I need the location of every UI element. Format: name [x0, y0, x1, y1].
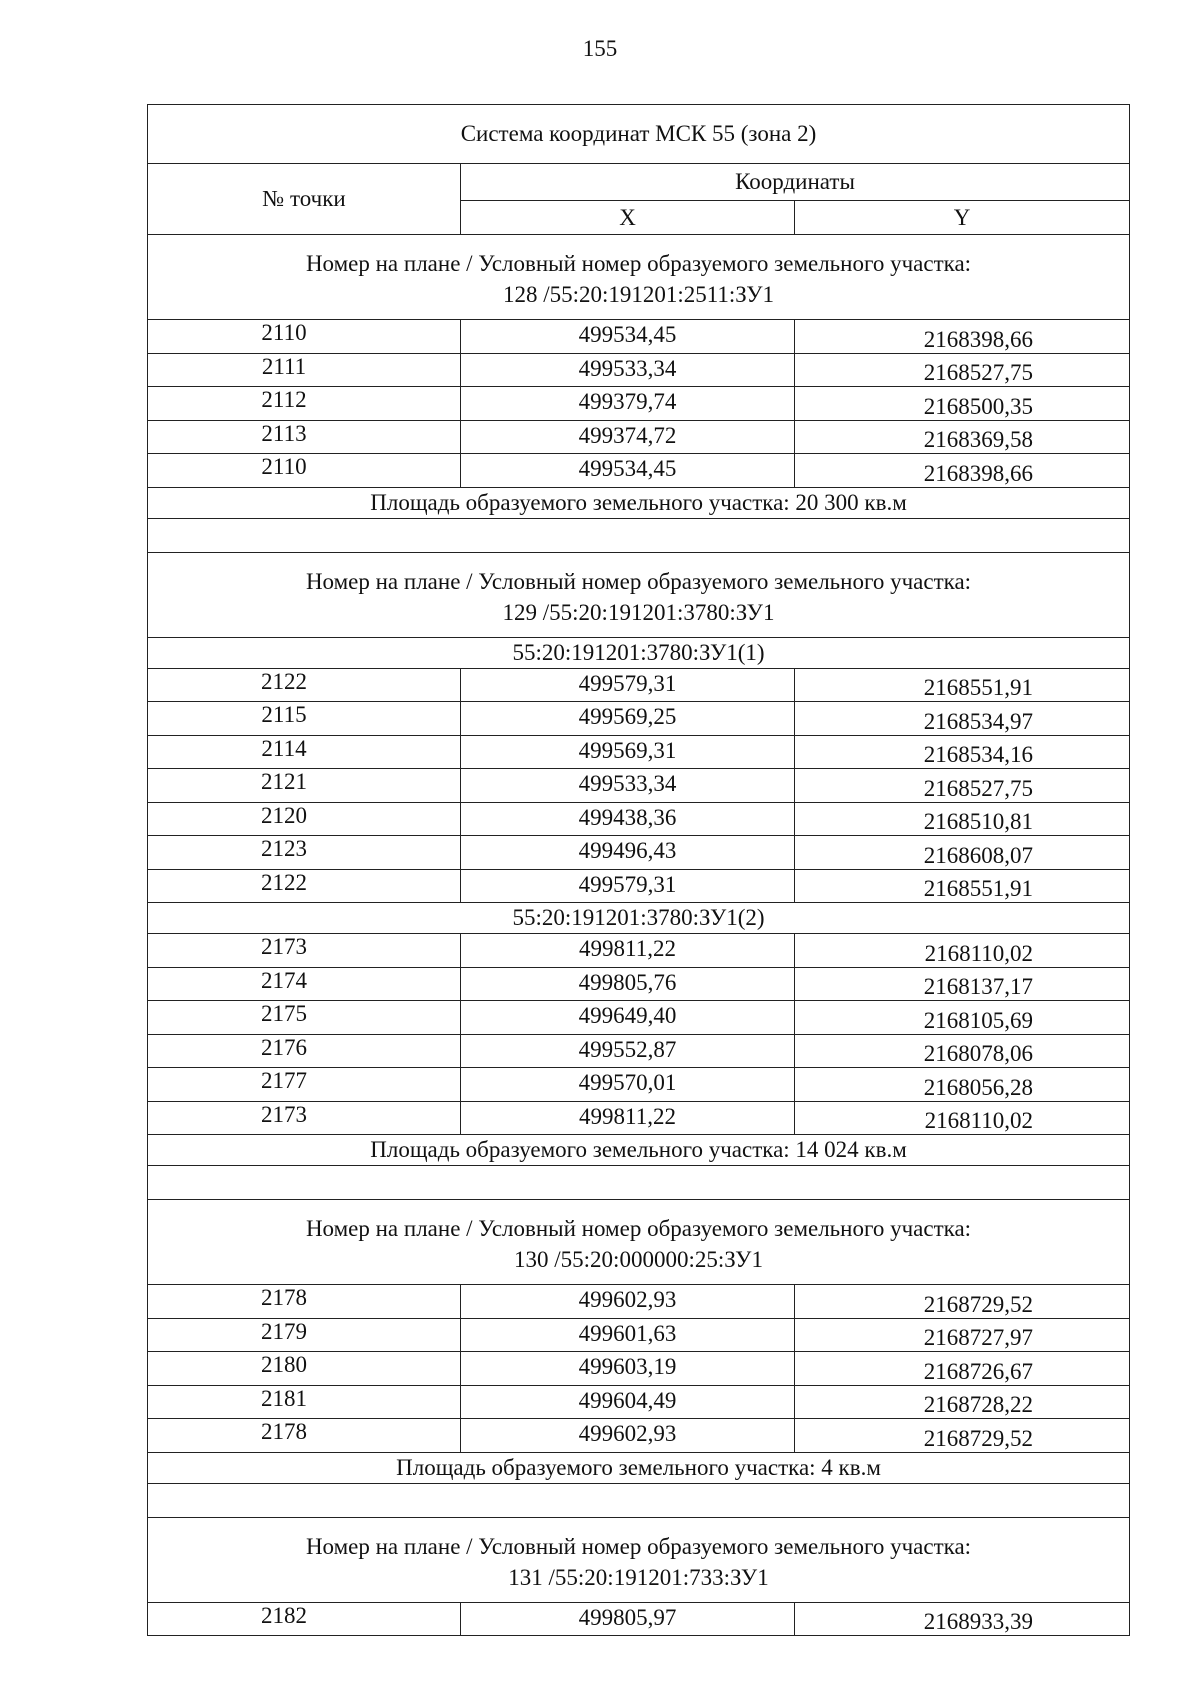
y-coordinate-cell: 2168728,22 — [795, 1385, 1130, 1419]
point-number-cell: 2173 — [148, 1101, 461, 1135]
table-row — [148, 934, 1130, 968]
plot-cadastral-number: 130 /55:20:000000:25:ЗУ1 — [514, 1247, 763, 1272]
table-row — [148, 387, 1130, 421]
point-number-cell: 2179 — [148, 1318, 461, 1352]
table-row — [148, 668, 1130, 702]
y-coordinate-cell: 2168726,67 — [795, 1352, 1130, 1386]
y-header: Y — [795, 201, 1130, 235]
x-coordinate-cell: 499569,25 — [461, 702, 795, 736]
header-system-row — [148, 105, 1130, 164]
table-row — [148, 1101, 1130, 1135]
table-row — [148, 420, 1130, 454]
y-coordinate-cell: 2168137,17 — [795, 967, 1130, 1001]
table-row — [148, 1419, 1130, 1453]
table-row — [148, 353, 1130, 387]
point-number-cell: 2176 — [148, 1034, 461, 1068]
point-number-cell: 2181 — [148, 1385, 461, 1419]
plot-title-line: Номер на плане / Условный номер образуемого земельного участка: — [305, 568, 972, 594]
point-number-cell: 2180 — [148, 1352, 461, 1386]
spacer-row — [148, 1483, 1130, 1517]
coordinates-table — [147, 104, 1130, 1636]
x-coordinate-cell: 499496,43 — [461, 836, 795, 870]
page-number: 155 — [582, 36, 618, 61]
part-title: 55:20:191201:3780:ЗУ1(1) — [148, 637, 1130, 668]
x-coordinate-cell: 499579,31 — [461, 869, 795, 903]
point-number-cell: 2110 — [148, 320, 461, 354]
x-coordinate-cell: 499534,45 — [461, 454, 795, 488]
y-coordinate-cell: 2168534,16 — [795, 735, 1130, 769]
y-coordinate-cell: 2168369,58 — [795, 420, 1130, 454]
plot-title-line: Номер на плане / Условный номер образуемого земельного участка: — [305, 1216, 972, 1241]
y-coordinate-cell: 2168056,28 — [795, 1068, 1130, 1102]
part-title-row — [148, 637, 1130, 668]
table-row — [148, 1352, 1130, 1386]
plot-title — [148, 1517, 1130, 1602]
plot-title — [148, 1200, 1130, 1285]
x-coordinate-cell: 499805,97 — [461, 1602, 795, 1636]
table-row — [148, 967, 1130, 1001]
point-number-cell: 2123 — [148, 836, 461, 870]
area-row — [148, 1135, 1130, 1166]
coordinates-header: Координаты — [461, 164, 1130, 201]
point-number-cell: 2174 — [148, 967, 461, 1001]
table-row — [148, 1001, 1130, 1035]
x-coordinate-cell: 499601,63 — [461, 1318, 795, 1352]
x-coordinate-cell: 499579,31 — [461, 668, 795, 702]
point-number-cell: 2177 — [148, 1068, 461, 1102]
x-coordinate-cell: 499569,31 — [461, 735, 795, 769]
table-row — [148, 1385, 1130, 1419]
point-number-cell: 2114 — [148, 735, 461, 769]
table-row — [148, 769, 1130, 803]
spacer-row — [148, 1166, 1130, 1200]
header-coords-row — [148, 164, 1130, 201]
plot-title-line: Номер на плане / Условный номер образуемого земельного участка: — [305, 251, 972, 276]
empty-cell — [148, 1483, 1130, 1517]
coordinates-sheet — [147, 104, 1129, 1636]
x-coordinate-cell: 499649,40 — [461, 1001, 795, 1035]
y-coordinate-cell: 2168500,35 — [795, 387, 1130, 421]
y-coordinate-cell: 2168078,06 — [795, 1034, 1130, 1068]
plot-title — [148, 235, 1130, 320]
y-coordinate-cell: 2168608,07 — [795, 836, 1130, 870]
table-row — [148, 1285, 1130, 1319]
x-coordinate-cell: 499533,34 — [461, 353, 795, 387]
point-number-cell: 2178 — [148, 1285, 461, 1319]
x-coordinate-cell: 499603,19 — [461, 1352, 795, 1386]
y-coordinate-cell: 2168551,91 — [795, 668, 1130, 702]
table-row — [148, 802, 1130, 836]
x-header: X — [461, 201, 795, 235]
point-number-cell: 2115 — [148, 702, 461, 736]
x-coordinate-cell: 499811,22 — [461, 1101, 795, 1135]
plot-cadastral-number: 131 /55:20:191201:733:ЗУ1 — [508, 1564, 769, 1590]
y-coordinate-cell: 2168729,52 — [795, 1419, 1130, 1453]
point-number-cell: 2175 — [148, 1001, 461, 1035]
table-row — [148, 320, 1130, 354]
y-coordinate-cell: 2168110,02 — [795, 934, 1130, 968]
y-coordinate-cell: 2168729,52 — [795, 1285, 1130, 1319]
coordinate-system-title: Система координат МСК 55 (зона 2) — [148, 105, 1130, 164]
x-coordinate-cell: 499604,49 — [461, 1385, 795, 1419]
area-row — [148, 487, 1130, 518]
y-coordinate-cell: 2168551,91 — [795, 869, 1130, 903]
area-row — [148, 1452, 1130, 1483]
plot-cadastral-number: 128 /55:20:191201:2511:ЗУ1 — [502, 282, 775, 307]
y-coordinate-cell: 2168933,39 — [795, 1602, 1130, 1636]
plot-title-row — [148, 235, 1130, 320]
plot-area: Площадь образуемого земельного участка: 20 300 кв.м — [148, 487, 1130, 518]
x-coordinate-cell: 499438,36 — [461, 802, 795, 836]
x-coordinate-cell: 499805,76 — [461, 967, 795, 1001]
plot-title — [148, 552, 1130, 637]
table-row — [148, 735, 1130, 769]
y-coordinate-cell: 2168727,97 — [795, 1318, 1130, 1352]
part-title: 55:20:191201:3780:ЗУ1(2) — [148, 903, 1130, 934]
point-number-cell: 2173 — [148, 934, 461, 968]
table-row — [148, 702, 1130, 736]
y-coordinate-cell: 2168534,97 — [795, 702, 1130, 736]
point-number-cell: 2120 — [148, 802, 461, 836]
x-coordinate-cell: 499811,22 — [461, 934, 795, 968]
x-coordinate-cell: 499533,34 — [461, 769, 795, 803]
point-number-cell: 2112 — [148, 387, 461, 421]
point-number-cell: 2178 — [148, 1419, 461, 1453]
empty-cell — [148, 1166, 1130, 1200]
plot-cadastral-number: 129 /55:20:191201:3780:ЗУ1 — [502, 599, 775, 625]
spacer-row — [148, 518, 1130, 552]
y-coordinate-cell: 2168398,66 — [795, 320, 1130, 354]
table-row — [148, 836, 1130, 870]
empty-cell — [148, 518, 1130, 552]
table-row — [148, 1068, 1130, 1102]
x-coordinate-cell: 499552,87 — [461, 1034, 795, 1068]
y-coordinate-cell: 2168527,75 — [795, 353, 1130, 387]
point-number-cell: 2122 — [148, 869, 461, 903]
plot-title-row — [148, 552, 1130, 637]
point-number-cell: 2113 — [148, 420, 461, 454]
plot-title-row — [148, 1517, 1130, 1602]
x-coordinate-cell: 499374,72 — [461, 420, 795, 454]
x-coordinate-cell: 499534,45 — [461, 320, 795, 354]
y-coordinate-cell: 2168398,66 — [795, 454, 1130, 488]
plot-area: Площадь образуемого земельного участка: 4 кв.м — [148, 1452, 1130, 1483]
table-row — [148, 1034, 1130, 1068]
point-number-cell: 2182 — [148, 1602, 461, 1636]
point-number-cell: 2122 — [148, 668, 461, 702]
point-number-header: № точки — [148, 164, 461, 235]
table-row — [148, 869, 1130, 903]
part-title-row — [148, 903, 1130, 934]
y-coordinate-cell: 2168510,81 — [795, 802, 1130, 836]
x-coordinate-cell: 499602,93 — [461, 1419, 795, 1453]
y-coordinate-cell: 2168110,02 — [795, 1101, 1130, 1135]
table-row — [148, 454, 1130, 488]
point-number-cell: 2121 — [148, 769, 461, 803]
x-coordinate-cell: 499602,93 — [461, 1285, 795, 1319]
table-row — [148, 1602, 1130, 1636]
plot-area: Площадь образуемого земельного участка: 14 024 кв.м — [148, 1135, 1130, 1166]
plot-title-row — [148, 1200, 1130, 1285]
point-number-cell: 2110 — [148, 454, 461, 488]
y-coordinate-cell: 2168527,75 — [795, 769, 1130, 803]
y-coordinate-cell: 2168105,69 — [795, 1001, 1130, 1035]
coordinates-table-body — [148, 105, 1130, 1636]
x-coordinate-cell: 499379,74 — [461, 387, 795, 421]
point-number-cell: 2111 — [148, 353, 461, 387]
plot-title-line: Номер на плане / Условный номер образуемого земельного участка: — [305, 1533, 972, 1559]
table-row — [148, 1318, 1130, 1352]
x-coordinate-cell: 499570,01 — [461, 1068, 795, 1102]
